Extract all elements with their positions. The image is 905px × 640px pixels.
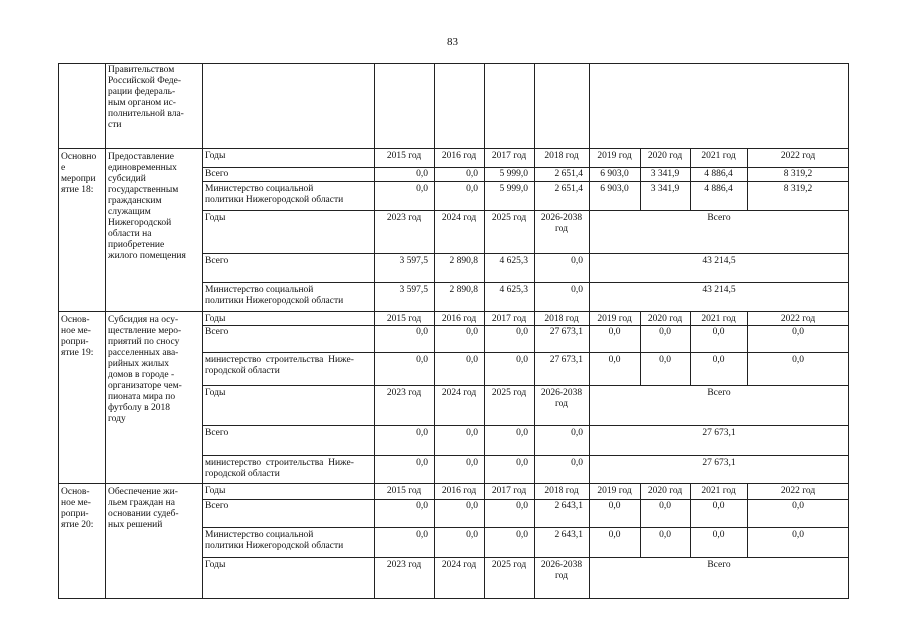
section-description: Предоставление единовременных субсидий государственным гражданским служащим Нижегородской области на приобретение жилого помещения <box>108 152 186 261</box>
value-cell: 0,0 <box>516 458 528 468</box>
section-description: Субсидия на осу- ществление меро- приятий по сносу расселенных ава- рийных жилых домов в городе - организаторе чем- пионата мира по футболу в 2018 году <box>108 315 182 424</box>
value-cell: 0,0 <box>608 530 621 540</box>
section-label: Основ- ное ме- ропри- ятие 19: <box>61 315 94 358</box>
value-cell: 4 625,3 <box>499 256 528 266</box>
year-header: 2021 год <box>701 486 736 496</box>
value-cell: 0,0 <box>466 530 478 540</box>
grid-line <box>202 148 203 311</box>
year-header: 2021 год <box>701 314 736 324</box>
value-cell: 5 999,0 <box>499 184 528 194</box>
grid-line <box>105 483 106 599</box>
year-header: 2026-2038 год <box>540 388 583 409</box>
year-header: 2017 год <box>491 486 527 496</box>
value-cell: 0,0 <box>466 184 478 194</box>
value-cell: 0,0 <box>571 256 583 266</box>
value-cell: 0,0 <box>712 501 725 511</box>
year-header: 2016 год <box>441 151 477 161</box>
year-header: 2025 год <box>491 560 527 570</box>
row-label-total: Всего <box>205 327 229 337</box>
year-header: 2015 год <box>386 151 422 161</box>
grid-line <box>105 311 106 483</box>
value-cell: 0,0 <box>466 428 478 438</box>
value-cell: 2 643,1 <box>554 501 583 511</box>
year-header: 2020 год <box>647 486 683 496</box>
row-label-ministry: министерство строительства Ниже- городской области <box>205 355 354 376</box>
year-header: 2018 год <box>544 486 579 496</box>
grid-line <box>202 167 849 168</box>
value-cell: 0,0 <box>659 530 671 540</box>
year-header: 2022 год <box>780 486 816 496</box>
value-cell: 8 319,2 <box>783 169 813 179</box>
year-header: 2020 год <box>647 151 683 161</box>
year-header: 2024 год <box>441 388 477 398</box>
year-header: 2019 год <box>597 151 632 161</box>
value-cell: 3 597,5 <box>399 256 428 266</box>
years-header-label: Годы <box>205 388 226 398</box>
value-cell: 0,0 <box>416 458 428 468</box>
row-label-ministry: Министерство социальной политики Нижегородской области <box>205 530 344 551</box>
value-cell: 0,0 <box>659 327 671 337</box>
value-cell: 0,0 <box>416 501 428 511</box>
value-cell: 0,0 <box>792 501 804 511</box>
year-header: 2019 год <box>597 314 632 324</box>
year-header: 2018 год <box>544 314 579 324</box>
grid-line <box>202 325 849 326</box>
grid-line <box>202 385 849 386</box>
total-value: 27 673,1 <box>702 428 736 438</box>
year-header: 2020 год <box>647 314 683 324</box>
value-cell: 3 341,9 <box>650 169 680 179</box>
grid-line <box>105 63 106 148</box>
grid-line <box>202 253 849 254</box>
year-header: 2026-2038 год <box>540 213 583 234</box>
value-cell: 2 651,4 <box>554 184 583 194</box>
year-header: 2023 год <box>386 560 422 570</box>
value-cell: 0,0 <box>466 458 478 468</box>
value-cell: 0,0 <box>659 501 671 511</box>
value-cell: 6 903,0 <box>600 169 629 179</box>
value-cell: 4 886,4 <box>704 169 733 179</box>
grid-line <box>105 148 106 311</box>
year-header: 2023 год <box>386 213 422 223</box>
value-cell: 0,0 <box>712 355 725 365</box>
value-cell: 2 890,8 <box>449 285 478 295</box>
value-cell: 0,0 <box>416 184 428 194</box>
years-header-label: Годы <box>205 151 226 161</box>
value-cell: 0,0 <box>416 327 428 337</box>
value-cell: 4 886,4 <box>704 184 733 194</box>
section-label: Основ- ное ме- ропри- ятие 20: <box>61 487 94 530</box>
total-header: Всего <box>707 213 731 223</box>
grid-line <box>202 181 849 182</box>
value-cell: 4 625,3 <box>499 285 528 295</box>
total-value: 43 214,5 <box>702 285 736 295</box>
value-cell: 0,0 <box>608 327 621 337</box>
value-cell: 0,0 <box>516 428 528 438</box>
value-cell: 2 651,4 <box>554 169 583 179</box>
grid-line <box>58 311 849 312</box>
grid-line <box>202 455 849 456</box>
value-cell: 27 673,1 <box>549 355 583 365</box>
value-cell: 0,0 <box>712 530 725 540</box>
value-cell: 0,0 <box>416 530 428 540</box>
value-cell: 0,0 <box>416 355 428 365</box>
year-header: 2019 год <box>597 486 632 496</box>
grid-line <box>202 63 203 148</box>
value-cell: 0,0 <box>608 355 621 365</box>
year-header: 2022 год <box>780 314 816 324</box>
value-cell: 6 903,0 <box>600 184 629 194</box>
page-number: 83 <box>447 36 458 48</box>
value-cell: 0,0 <box>571 285 583 295</box>
row-label-total: Всего <box>205 169 229 179</box>
value-cell: 0,0 <box>516 327 528 337</box>
value-cell: 0,0 <box>466 169 478 179</box>
value-cell: 0,0 <box>792 327 804 337</box>
years-header-label: Годы <box>205 213 226 223</box>
year-header: 2016 год <box>441 486 477 496</box>
grid-line <box>202 527 849 528</box>
section-label: Основно е меропри ятие 18: <box>61 152 97 195</box>
value-cell: 0,0 <box>659 355 671 365</box>
year-header: 2025 год <box>491 388 527 398</box>
value-cell: 0,0 <box>608 501 621 511</box>
year-header: 2017 год <box>491 314 527 324</box>
value-cell: 0,0 <box>516 501 528 511</box>
year-header: 2015 год <box>386 486 422 496</box>
year-header: 2023 год <box>386 388 422 398</box>
total-value: 27 673,1 <box>702 458 736 468</box>
value-cell: 27 673,1 <box>549 327 583 337</box>
grid-line <box>202 499 849 500</box>
row-label-total: Всего <box>205 501 229 511</box>
value-cell: 0,0 <box>516 530 528 540</box>
value-cell: 0,0 <box>416 428 428 438</box>
grid-line <box>202 425 849 426</box>
value-cell: 3 597,5 <box>399 285 428 295</box>
year-header: 2015 год <box>386 314 422 324</box>
value-cell: 3 341,9 <box>650 184 680 194</box>
row-label-total: Всего <box>205 256 229 266</box>
grid-line <box>202 210 849 211</box>
value-cell: 0,0 <box>792 530 804 540</box>
row-label-ministry: Министерство социальной политики Нижегородской области <box>205 184 344 205</box>
grid-line <box>589 63 590 148</box>
row-label-ministry: Министерство социальной политики Нижегородской области <box>205 285 344 306</box>
year-header: 2017 год <box>491 151 527 161</box>
year-header: 2018 год <box>544 151 579 161</box>
grid-line <box>484 63 485 148</box>
years-header-label: Годы <box>205 314 226 324</box>
year-header: 2026-2038 год <box>540 560 583 581</box>
value-cell: 0,0 <box>712 327 725 337</box>
value-cell: 0,0 <box>416 169 428 179</box>
grid-line <box>58 483 849 484</box>
year-header: 2016 год <box>441 314 477 324</box>
grid-line <box>534 63 535 148</box>
grid-line <box>202 557 849 558</box>
grid-line <box>202 311 203 483</box>
year-header: 2024 год <box>441 560 477 570</box>
grid-line <box>374 63 375 148</box>
value-cell: 0,0 <box>466 501 478 511</box>
value-cell: 0,0 <box>466 327 478 337</box>
year-header: 2025 год <box>491 213 527 223</box>
year-header: 2021 год <box>701 151 736 161</box>
section-description: Обеспечение жи- льем граждан на основании судеб- ных решений <box>108 487 179 530</box>
total-header: Всего <box>707 560 731 570</box>
value-cell: 0,0 <box>571 428 583 438</box>
value-cell: 8 319,2 <box>783 184 813 194</box>
grid-line <box>202 483 203 599</box>
years-header-label: Годы <box>205 486 226 496</box>
value-cell: 2 890,8 <box>449 256 478 266</box>
grid-line <box>434 63 435 148</box>
grid-line <box>202 282 849 283</box>
value-cell: 2 643,1 <box>554 530 583 540</box>
year-header: 2022 год <box>780 151 816 161</box>
year-header: 2024 год <box>441 213 477 223</box>
value-cell: 0,0 <box>571 458 583 468</box>
value-cell: 0,0 <box>466 355 478 365</box>
grid-line <box>58 148 849 149</box>
grid-line <box>202 352 849 353</box>
value-cell: 5 999,0 <box>499 169 528 179</box>
row-label-total: Всего <box>205 428 229 438</box>
years-header-label: Годы <box>205 560 226 570</box>
value-cell: 0,0 <box>792 355 804 365</box>
total-value: 43 214,5 <box>702 256 736 266</box>
description-continuation: Правительством Российской Феде- рации федераль- ным органом ис- полнительной вла- сти <box>108 65 184 130</box>
row-label-ministry: министерство строительства Ниже- городской области <box>205 458 354 479</box>
value-cell: 0,0 <box>516 355 528 365</box>
total-header: Всего <box>707 388 731 398</box>
